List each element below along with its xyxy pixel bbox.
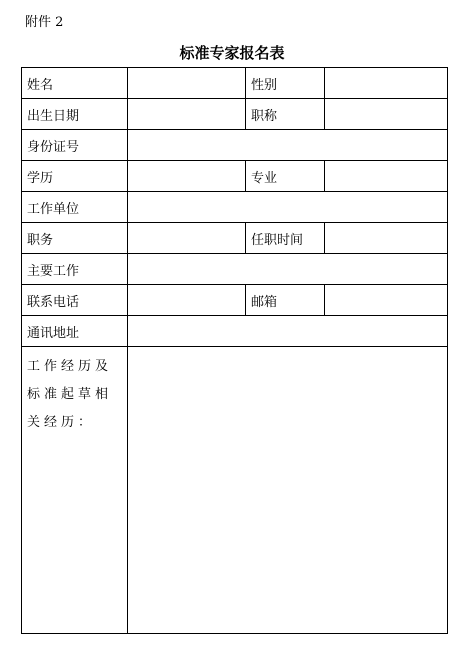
employer-label: 工作单位 — [22, 192, 128, 223]
job-title-label: 职称 — [246, 99, 325, 130]
major-field[interactable] — [325, 161, 448, 192]
email-label: 邮箱 — [246, 285, 325, 316]
tenure-field[interactable] — [325, 223, 448, 254]
address-label: 通讯地址 — [22, 316, 128, 347]
education-field[interactable] — [128, 161, 246, 192]
main-work-field[interactable] — [128, 254, 448, 285]
row-main-work — [22, 254, 448, 285]
row-name — [22, 68, 448, 99]
gender-field[interactable] — [325, 68, 448, 99]
name-label: 姓名 — [22, 68, 128, 99]
row-position — [22, 223, 448, 254]
address-field[interactable] — [128, 316, 448, 347]
gender-label: 性别 — [246, 68, 325, 99]
phone-label: 联系电话 — [22, 285, 128, 316]
row-employer — [22, 192, 448, 223]
position-label: 职务 — [22, 223, 128, 254]
email-field[interactable] — [325, 285, 448, 316]
row-education — [22, 161, 448, 192]
birthdate-label: 出生日期 — [22, 99, 128, 130]
education-label: 学历 — [22, 161, 128, 192]
form-title: 标准专家报名表 — [179, 44, 285, 62]
row-address — [22, 316, 448, 347]
main-work-label: 主要工作 — [22, 254, 128, 285]
row-contact — [22, 285, 448, 316]
experience-field[interactable] — [128, 347, 448, 634]
id-number-field[interactable] — [128, 130, 448, 161]
position-field[interactable] — [128, 223, 246, 254]
id-number-label: 身份证号 — [22, 130, 128, 161]
row-birthdate — [22, 99, 448, 130]
row-experience — [22, 347, 448, 634]
major-label: 专业 — [246, 161, 325, 192]
name-field[interactable] — [128, 68, 246, 99]
phone-field[interactable] — [128, 285, 246, 316]
employer-field[interactable] — [128, 192, 448, 223]
row-id-number — [22, 130, 448, 161]
attachment-label: 附件 2 — [25, 15, 64, 30]
experience-label: 工作经历及标准起草相关经历： — [22, 347, 128, 634]
tenure-label: 任职时间 — [246, 223, 325, 254]
registration-form-table — [21, 67, 448, 634]
birthdate-field[interactable] — [128, 99, 246, 130]
job-title-field[interactable] — [325, 99, 448, 130]
